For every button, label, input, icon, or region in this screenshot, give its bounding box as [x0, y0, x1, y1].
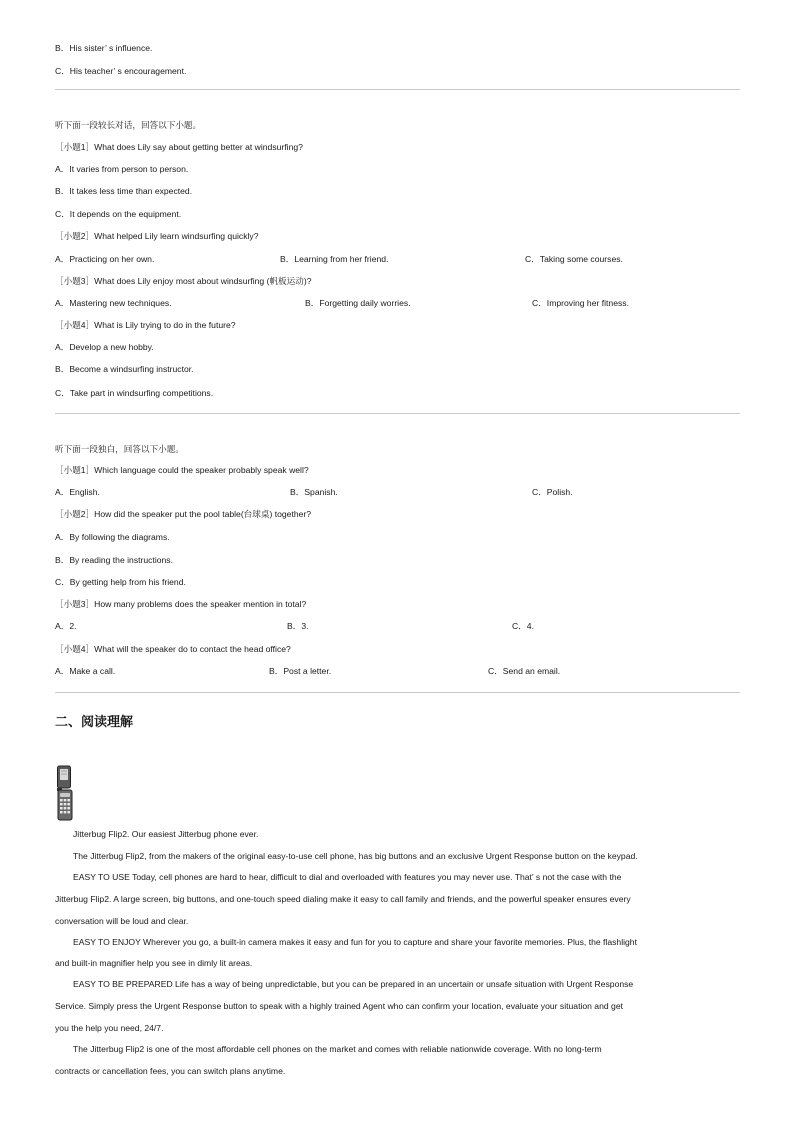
reading-line: EASY TO BE PREPARED Life has a way of being unpredictable, but you can be prepared in an uncertain or unsafe situation with Urgent Response [73, 979, 634, 989]
ld-q4-option-c: C．Take part in windsurfing competitions. [55, 388, 214, 398]
ld-q4-option-b: B．Become a windsurfing instructor. [55, 364, 194, 374]
ld-q1-question: ［小题1］What does Lily say about getting better at windsurfing? [55, 142, 303, 152]
ld-q4-question: ［小题4］What is Lily trying to do in the future? [55, 320, 236, 330]
prev-option-b: B．His sister’ s influence. [55, 43, 153, 53]
mo-q3-option-a: A．2. [55, 621, 77, 631]
mo-q1-option-a: A．English. [55, 487, 100, 497]
ld-q3-option-a: A．Mastering new techniques. [55, 298, 172, 308]
ld-q4-option-a: A．Develop a new hobby. [55, 342, 154, 352]
ld-q2-option-a: A．Practicing on her own. [55, 254, 155, 264]
ld-q1-option-a: A．It varies from person to person. [55, 164, 189, 174]
section-divider [55, 692, 740, 693]
mo-q2-option-b: B．By reading the instructions. [55, 555, 173, 565]
reading-line: EASY TO USE Today, cell phones are hard to hear, difficult to dial and overloaded with features you may never use. That’ s not the case with the [73, 872, 622, 882]
mo-q3-question: ［小题3］How many problems does the speaker mention in total? [55, 599, 307, 609]
reading-line: Service. Simply press the Urgent Response button to speak with a highly trained Agent who can confirm your location, evaluate your situation and get [55, 1001, 623, 1011]
reading-heading: 二、阅读理解 [55, 714, 134, 729]
reading-line: EASY TO ENJOY Wherever you go, a built-in camera makes it easy and fun for you to capture and share your favorite memories. Plus, the flashlight [73, 937, 637, 947]
long-dialogue-instruction: 听下面一段较长对话，回答以下小题。 [55, 120, 202, 130]
ld-q2-option-c: C．Taking some courses. [525, 254, 623, 264]
reading-line: Jitterbug Flip2. A large screen, big buttons, and one-touch speed dialing make it easy to call family and friends, and the powerful speaker ensures every [55, 894, 631, 904]
mo-q3-option-b: B．3. [287, 621, 309, 631]
flip-phone-image [56, 765, 74, 821]
ld-q2-question: ［小题2］What helped Lily learn windsurfing quickly? [55, 231, 259, 241]
reading-line: contracts or cancellation fees, you can switch plans anytime. [55, 1066, 286, 1076]
ld-q1-option-c: C．It depends on the equipment. [55, 209, 182, 219]
ld-q3-question: ［小题3］What does Lily enjoy most about windsurfing (帆板运动)? [55, 276, 312, 286]
mo-q1-option-b: B．Spanish. [290, 487, 338, 497]
monologue-instruction: 听下面一段独白，回答以下小题。 [55, 444, 184, 454]
prev-option-c: C．His teacher’ s encouragement. [55, 66, 187, 76]
ld-q2-option-b: B．Learning from her friend. [280, 254, 389, 264]
mo-q1-question: ［小题1］Which language could the speaker probably speak well? [55, 465, 309, 475]
ld-q1-option-b: B．It takes less time than expected. [55, 186, 193, 196]
ld-q3-option-c: C．Improving her fitness. [532, 298, 629, 308]
mo-q2-question: ［小题2］How did the speaker put the pool table(台球桌) together? [55, 509, 312, 519]
mo-q2-option-a: A．By following the diagrams. [55, 532, 170, 542]
mo-q4-option-b: B．Post a letter. [269, 666, 332, 676]
mo-q2-option-c: C．By getting help from his friend. [55, 577, 186, 587]
reading-line: and built-in magnifier help you see in dimly lit areas. [55, 958, 253, 968]
ld-q3-option-b: B．Forgetting daily worries. [305, 298, 411, 308]
reading-line: The Jitterbug Flip2 is one of the most affordable cell phones on the market and comes with reliable nationwide coverage. With no long-term [73, 1044, 602, 1054]
mo-q4-question: ［小题4］What will the speaker do to contact the head office? [55, 644, 291, 654]
mo-q4-option-a: A．Make a call. [55, 666, 116, 676]
reading-line: The Jitterbug Flip2, from the makers of the original easy-to-use cell phone, has big buttons and an exclusive Urgent Response button on the keypad. [73, 851, 638, 861]
mo-q3-option-c: C．4. [512, 621, 534, 631]
reading-line: you the help you need, 24/7. [55, 1023, 164, 1033]
reading-line: Jitterbug Flip2. Our easiest Jitterbug phone ever. [73, 829, 259, 839]
mo-q4-option-c: C．Send an email. [488, 666, 561, 676]
section-divider [55, 89, 740, 90]
section-divider [55, 413, 740, 414]
mo-q1-option-c: C．Polish. [532, 487, 573, 497]
reading-line: conversation will be loud and clear. [55, 916, 189, 926]
